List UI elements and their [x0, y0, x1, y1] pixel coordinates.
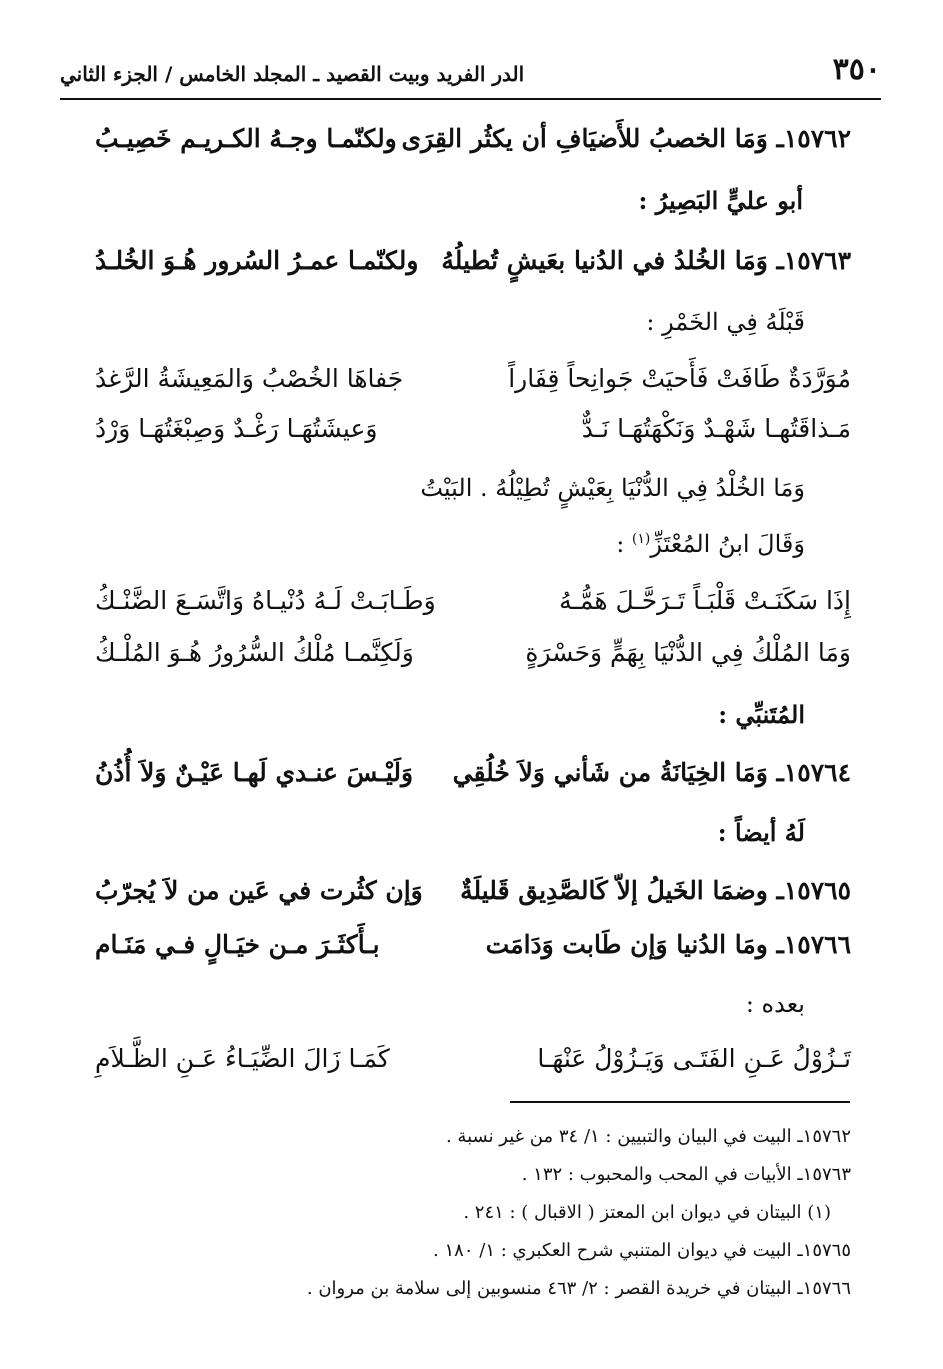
attribution-also: لَهُ أيضاً :: [717, 818, 805, 847]
verse-15766: [95, 930, 851, 974]
verse-first-hemistich: ١٥٧٦٦ـ ومَا الدُنيا وَإن طَابت وَدَامَت: [485, 930, 851, 959]
verse-second-hemistich: ولكنّمـا عمـرُ السُرور هُـوَ الخُلـدُ: [95, 246, 419, 275]
verse-15764: [95, 758, 851, 802]
verse-second-hemistich: وَلَكِنَّمـا مُلْكُ السُّرُورُ هُـوَ المُلْـكُ: [95, 638, 414, 667]
khamr-verse-2: [95, 414, 851, 458]
verse-15763: [95, 246, 851, 290]
khamr-verse-1: [95, 364, 851, 408]
after-verse: [95, 1044, 851, 1088]
page-header: [60, 52, 881, 92]
attribution-mutanabbi: المُتَنبِّي :: [718, 700, 805, 729]
page-number: ٣٥٠: [832, 52, 881, 87]
verse-15762: [95, 124, 851, 168]
verse-first-hemistich: مُوَرَّدَةٌ طَافَتْ فَأَحيَتْ جَوانِحاً قِفَاراً: [508, 364, 851, 393]
verse-first-hemistich: ١٥٧٦٥ـ وضمَا الخَيلُ إلاّ كَالصَّدِيق قَليلَةٌ: [460, 876, 851, 905]
verse-first-hemistich: مَـذاقَتُهـا شَهْـدٌ وَنَكْهَتُهَـا نَـدٌّ: [581, 414, 851, 443]
verse-first-hemistich: تَـزُوْلُ عَـنِ الفَتَـى وَيَـزُوْلُ عَنْهَـا: [537, 1044, 851, 1073]
footnotes-divider: [510, 1101, 850, 1103]
footnote-15766: ١٥٧٦٦ـ البيتان في خريدة القصر : ٢/ ٤٦٣ منسوبين إلى سلامة بن مروان .: [306, 1278, 851, 1299]
verse-second-hemistich: وَلَيْـسَ عنـدي لَهـا عَيْـنٌ وَلاَ أُذُنُ: [95, 758, 414, 787]
verse-second-hemistich: وَعيشَتُهَـا رَغْـدٌ وَصِبْغَتُهَـا وَرْدُ: [95, 414, 378, 443]
attribution-colon: :: [616, 530, 625, 558]
verse-first-hemistich: وَمَا المُلْكُ فِي الدُّنْيَا بِهَمٍّ وَحَسْرَةٍ: [525, 638, 851, 667]
footnote-15762: ١٥٧٦٢ـ البيت في البيان والتبيين : ١/ ٣٤ من غير نسبة .: [445, 1126, 851, 1147]
footnote-15763: ١٥٧٦٣ـ الأبيات في المحب والمحبوب : ١٣٢ .: [521, 1164, 851, 1185]
verse-first-hemistich: إِذَا سَكَنَـتْ قَلْبَـاً تَـرَحَّـلَ هَمُّـهُ: [559, 586, 851, 615]
attribution-ibn-mutazz: [95, 530, 805, 570]
attribution-ibn-mutazz-text: وَقَالَ ابنُ المُعْتَزِّ: [650, 530, 805, 558]
mutazz-verse-2: [95, 638, 851, 682]
footnote-marker: (١): [631, 531, 651, 547]
attribution-basir: أبو عليٍّ البَصِيرُ :: [638, 186, 803, 215]
verse-second-hemistich: بـأَكثَـرَ مـن خيَـالٍ فـي مَنَـام: [95, 930, 380, 959]
header-divider: [60, 98, 881, 100]
footnote-1: (١) البيتان في ديوان ابن المعتز ( الاقبال ) : ٢٤١ .: [463, 1202, 831, 1223]
khamr-closing-line: وَمَا الخُلْدُ فِي الدُّنْيَا بِعَيْشٍ تُطِيْلُهُ . البَيْتُ: [420, 474, 805, 502]
verse-second-hemistich: جَفاهَا الخُصْبُ وَالمَعِيشَةُ الرَّغدُ: [95, 364, 404, 393]
verse-second-hemistich: وَطَـابَـتْ لَـهُ دُنْيـاهُ وَاتَّسَـعَ الضَّنْـكُ: [95, 586, 436, 615]
mutazz-verse-1: [95, 586, 851, 630]
footnote-15765: ١٥٧٦٥ـ البيت في ديوان المتنبي شرح العكبري : ١/ ١٨٠ .: [433, 1240, 851, 1261]
running-title: الدر الفريد وبيت القصيد ـ المجلد الخامس / الجزء الثاني: [60, 62, 525, 86]
verse-15765: [95, 876, 851, 920]
attribution-after: بعده :: [745, 990, 805, 1018]
verse-second-hemistich: ولكنّمـا وجـهُ الكـريـم خَصِيـبُ: [95, 124, 397, 153]
verse-second-hemistich: وَإن كثُرت في عَين من لاَ يُجرّبُ: [95, 876, 423, 905]
verse-first-hemistich: ١٥٧٦٢ـ وَمَا الخصبُ للأَضيَافِ أن يكثُر القِرَى: [401, 124, 851, 153]
verse-first-hemistich: ١٥٧٦٣ـ وَمَا الخُلدُ في الدُنيا بعَيشٍ تُطيلُهُ: [441, 246, 851, 275]
attribution-before: قَبْلَهُ فِي الخَمْرِ :: [646, 308, 805, 336]
verse-second-hemistich: كَمَـا زَالَ الضِّيَـاءُ عَـنِ الظَّـلاَمِ: [95, 1044, 390, 1073]
verse-first-hemistich: ١٥٧٦٤ـ وَمَا الخِيَانَةُ من شَأني وَلاَ خُلُقِي: [452, 758, 851, 787]
